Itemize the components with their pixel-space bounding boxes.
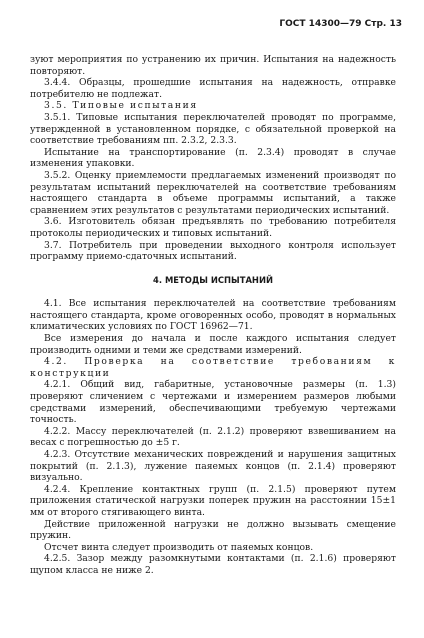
paragraph: Все измерения до начала и после каждого испытания следует производить одними и теми же средствами измерений. [30, 333, 396, 356]
paragraph: 3.5.1. Типовые испытания переключателей проводят по программе, утвержденной в установленном порядке, с обязательной проверкой на соответствие требованиям пп. 2.3.2, 2.3.3. [30, 111, 396, 147]
paragraph: 3.7. Потребитель при проведении выходного контроля использует программу приемо-сдаточных испытаний. [30, 239, 396, 263]
paragraph: 4.2.1. Общий вид, габаритные, установочные размеры (п. 1.3) проверяют сличением с чертежами и измерением размеров любыми средствами измерений, обеспечивающими требуемую чертежами точность. [30, 379, 396, 426]
chapter-heading: 4. МЕТОДЫ ИСПЫТАНИЙ [153, 274, 273, 285]
paragraph: 3.6. Изготовитель обязан предъявлять по требованию потребителя протоколы периодических и типовых испытаний. [30, 216, 396, 239]
document-body [30, 54, 396, 577]
paragraph: Отсчет винта следует производить от паяемых концов. [44, 541, 314, 553]
paragraph: 4.2.5. Зазор между разомкнутыми контактами (п. 2.1.6) проверяют щупом класса не ниже 2. [30, 553, 396, 576]
paragraph: 3.5.2. Оценку приемлемости предлагаемых изменений производят по результатам испытаний переключателей на соответствие требованиям настоящего стандарта в объеме программы испытаний, а также сравнением этих результатов с результатами периодических испытаний. [30, 169, 396, 216]
paragraph: зуют мероприятия по устранению их причин. Испытания на надежность повторяют. [30, 54, 396, 77]
paragraph: 4.2.2. Массу переключателей (п. 2.1.2) проверяют взвешиванием на весах с погрешностью до ±5 г. [30, 425, 396, 449]
paragraph: 4.2.3. Отсутствие механических повреждений и нарушения защитных покрытий (п. 2.1.3), лужение паяемых концов (п. 2.1.4) проверяют визуально. [30, 449, 396, 484]
page-header: ГОСТ 14300—79 Стр. 13 [279, 19, 402, 29]
section-heading: 4.2. Проверка на соответствие требованиям к конструкции [30, 356, 396, 379]
paragraph: Действие приложенной нагрузки не должно вызывать смещение пружин. [30, 518, 396, 542]
paragraph: 4.2.4. Крепление контактных групп (п. 2.1.5) проверяют путем приложения статической нагрузки поперек пружин на расстоянии 15±1 мм от второго стягивающего винта. [30, 483, 396, 518]
section-heading: 3.5. Типовые испытания [44, 100, 198, 112]
paragraph: 4.1. Все испытания переключателей на соответствие требованиям настоящего стандарта, кроме оговоренных особо, проводят в нормальных климатических условиях по ГОСТ 16962—71. [30, 298, 396, 333]
paragraph: 3.4.4. Образцы, прошедшие испытания на надежность, отправке потребителю не подлежат. [30, 77, 396, 100]
paragraph: Испытание на транспортирование (п. 2.3.4) проводят в случае изменения упаковки. [30, 146, 396, 170]
